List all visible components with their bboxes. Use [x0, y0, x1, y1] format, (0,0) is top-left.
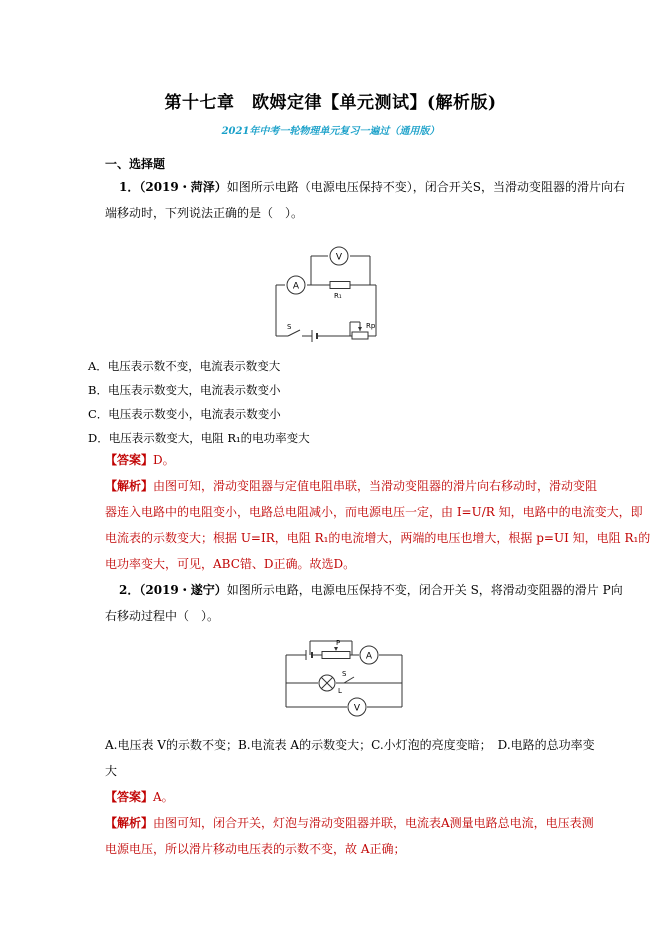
q1-analysis-line-3: 电流表的示数变大；根据 U=IR，电阻 R₁的电流增大，两端的电压也增大，根据 p=UI 知，电阻 R₁的	[105, 531, 651, 545]
circuit-diagram-1	[268, 240, 393, 348]
q1-option-c: C．电压表示数变小，电流表示数变小	[88, 407, 281, 421]
page-title: 第十七章 欧姆定律【单元测试】(解析版)	[164, 93, 497, 113]
resistor-r1	[330, 282, 350, 301]
svg-text:Rp: Rp	[366, 322, 376, 330]
answer-label: 【答案】	[105, 453, 154, 467]
q2-options-line-1: A.电压表 V的示数不变；B.电流表 A的示数变大；C.小灯泡的亮度变暗； D.电路的总功率变	[105, 738, 595, 752]
switch-label: S	[287, 323, 292, 331]
analysis-text: 由图可知，闭合开关，灯泡与滑动变阻器并联，电流表A测量电路总电流，电压表测	[153, 816, 594, 830]
question-2-line-2: 右移动过程中（ ）。	[105, 609, 220, 623]
svg-text:A: A	[365, 651, 373, 662]
question-1-line-2: 端移动时，下列说法正确的是（ ）。	[105, 206, 304, 220]
analysis-text: 由图可知，滑动变阻器与定值电阻串联，当滑动变阻器的滑片向右移动时，滑动变阻	[153, 479, 598, 493]
rheostat-2	[322, 639, 350, 659]
svg-text:S: S	[342, 670, 347, 678]
question-2-source: （2019・遂宁）	[139, 583, 227, 597]
battery	[312, 330, 317, 342]
svg-text:A: A	[292, 281, 300, 292]
q1-analysis-line-1	[105, 473, 597, 499]
svg-text:V: V	[353, 703, 361, 714]
switch-2	[342, 670, 354, 683]
q1-answer	[105, 447, 175, 473]
q2-analysis-line-2: 电源电压，所以滑片移动电压表的示数不变，故 A正确；	[105, 842, 406, 856]
ammeter-2	[360, 646, 378, 664]
q2-answer	[105, 784, 174, 810]
q1-option-b: B．电压表示数变大，电流表示数变小	[88, 383, 281, 397]
voltmeter-2	[348, 698, 366, 716]
question-2-stem: 如图所示电路，电源电压保持不变，闭合开关 S，将滑动变阻器的滑片 P向	[226, 583, 623, 597]
question-2-number: 2．	[119, 583, 140, 597]
battery-2	[306, 650, 312, 660]
answer-text: A。	[153, 790, 174, 804]
analysis-label: 【解析】	[105, 479, 154, 493]
question-1-stem: 如图所示电路（电源电压保持不变），闭合开关S，当滑动变阻器的滑片向右	[226, 180, 625, 194]
q2-analysis-line-1	[105, 810, 594, 836]
q1-analysis-line-4: 电功率变大，可见，ABC错、D正确。故选D。	[105, 557, 356, 571]
page-subtitle: 2021年中考一轮物理单元复习一遍过（通用版）	[221, 126, 440, 137]
q1-option-a: A．电压表示数不变，电流表示数变大	[88, 359, 281, 373]
section-heading: 一、选择题	[105, 157, 166, 171]
voltmeter-1	[330, 247, 348, 265]
svg-text:P: P	[336, 639, 341, 647]
question-1-line-1	[119, 174, 625, 200]
answer-text: D。	[153, 453, 175, 467]
q2-options-line-2: 大	[105, 764, 118, 778]
lamp	[319, 675, 342, 695]
q1-analysis-line-2: 器连入电路中的电阻变小，电路总电阻减小，而电源电压一定，由 I=U/R 知，电路中的电流变大，即	[105, 505, 643, 519]
circuit-diagram-2	[280, 634, 416, 720]
answer-label: 【答案】	[105, 790, 154, 804]
ammeter-1	[287, 276, 305, 294]
question-1-number: 1．	[119, 180, 140, 194]
svg-text:V: V	[335, 252, 343, 263]
analysis-label: 【解析】	[105, 816, 154, 830]
q1-option-d: D．电压表示数变大，电阻 R₁的电功率变大	[88, 431, 310, 445]
svg-text:L: L	[338, 687, 342, 695]
question-2-line-1	[119, 577, 623, 603]
question-1-source: （2019・菏泽）	[139, 180, 227, 194]
svg-text:R₁: R₁	[334, 292, 342, 300]
